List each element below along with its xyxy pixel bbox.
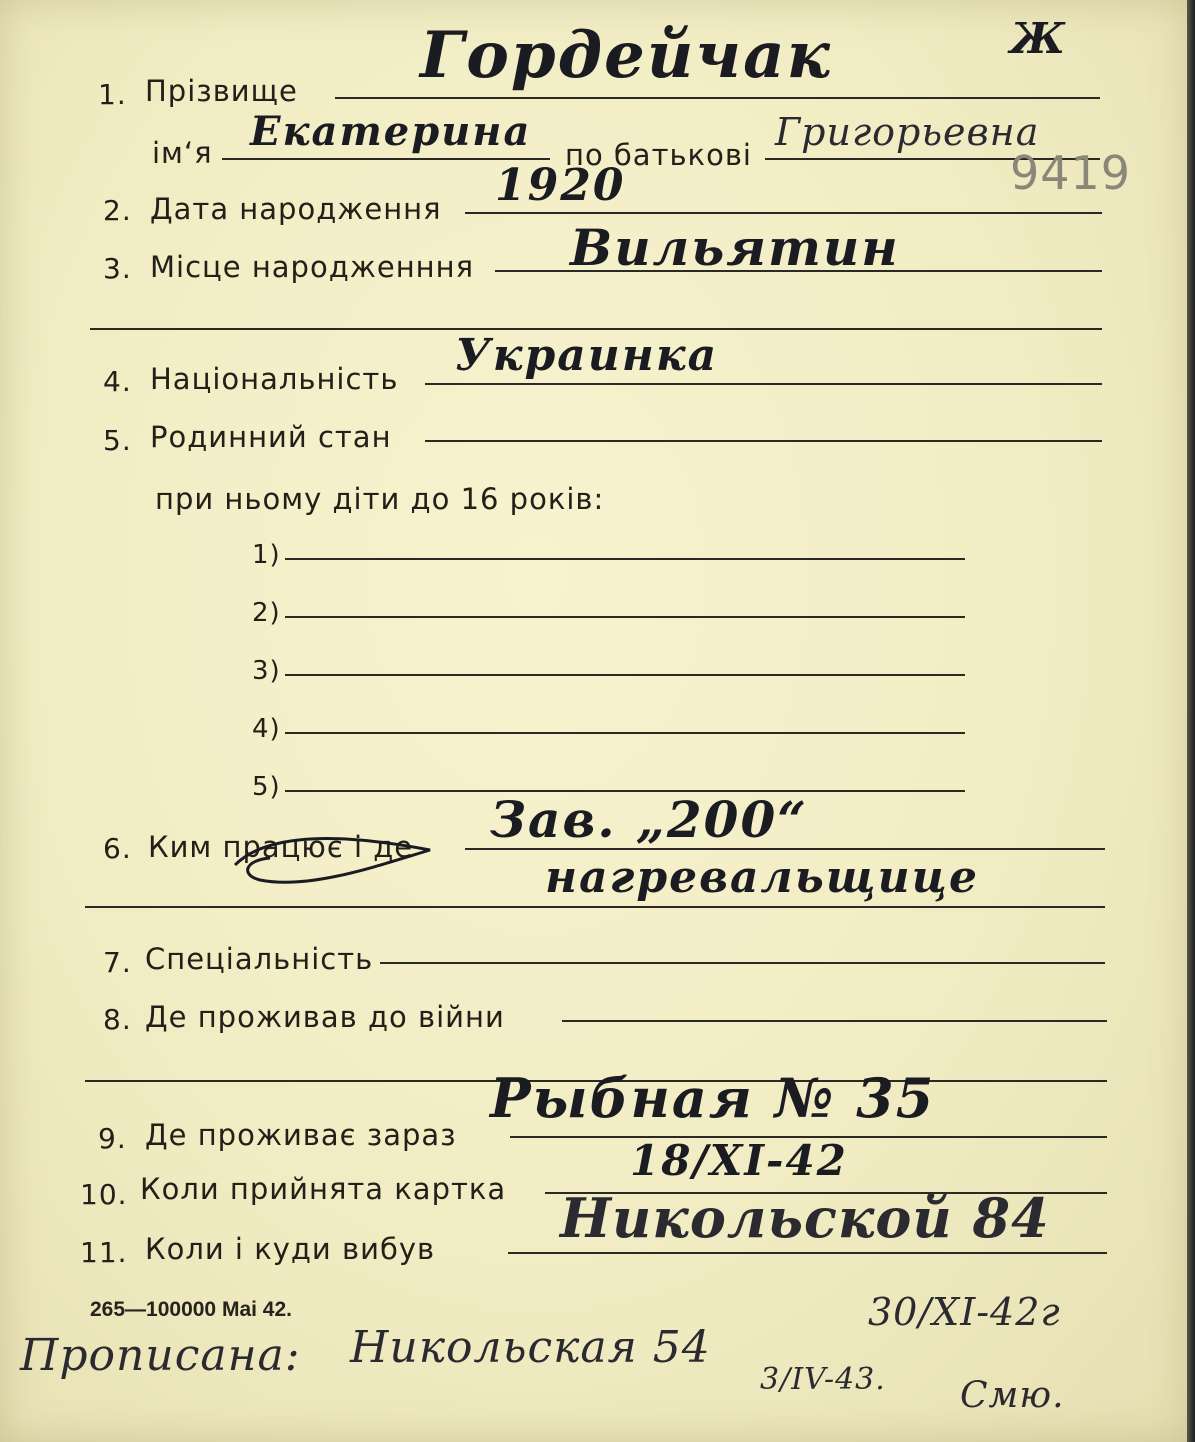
- field-8-label: Де проживав до війни: [145, 1000, 505, 1034]
- note-address-handwritten: Никольская 54: [350, 1322, 711, 1373]
- birthplace-handwritten: Вильятин: [570, 218, 900, 277]
- corner-mark-handwritten: Ж: [1010, 14, 1068, 63]
- field-5-label: Родинний стан: [150, 420, 392, 454]
- birth-year-handwritten: 1920: [495, 160, 626, 211]
- surname-handwritten: Гордейчак: [420, 18, 832, 93]
- field-11-number: 11.: [80, 1236, 128, 1269]
- child-5-label: 5): [252, 772, 281, 802]
- field-7-label: Спеціальність: [145, 942, 374, 976]
- children-label: при ньому діти до 16 років:: [155, 482, 605, 516]
- note-date-1-handwritten: 30/XI-42г: [868, 1290, 1061, 1334]
- current-address-handwritten: Рыбная № 35: [490, 1066, 936, 1130]
- work-role-handwritten: нагревальщице: [545, 852, 979, 903]
- family-status-line: [425, 440, 1102, 442]
- field-8-number: 8.: [103, 1003, 132, 1036]
- field-1-label: Прізвище: [145, 74, 298, 108]
- scan-edge: [1187, 0, 1195, 1442]
- specialty-line: [380, 962, 1105, 964]
- field-10-number: 10.: [80, 1178, 128, 1211]
- child-3-line: [285, 674, 965, 676]
- print-imprint: 265—100000 Mai 42.: [90, 1298, 292, 1321]
- pencil-number: 9419: [1010, 146, 1132, 200]
- child-3-label: 3): [252, 656, 281, 686]
- field-7-number: 7.: [103, 946, 132, 979]
- field-9-label: Де проживає зараз: [145, 1118, 457, 1152]
- card-date-handwritten: 18/XI-42: [630, 1136, 848, 1185]
- patronymic-label: по батькові: [565, 138, 752, 172]
- nationality-line: [425, 383, 1102, 385]
- child-4-line: [285, 732, 965, 734]
- work-place-handwritten: Зав. „200“: [490, 790, 808, 849]
- field-4-label: Національність: [150, 362, 399, 396]
- note-date-2-handwritten: 3/IV-43.: [760, 1362, 886, 1397]
- departure-handwritten: Никольской 84: [560, 1186, 1050, 1250]
- birthdate-line: [465, 212, 1102, 214]
- nationality-handwritten: Украинка: [455, 330, 719, 381]
- child-1-label: 1): [252, 540, 281, 570]
- child-2-line: [285, 616, 965, 618]
- note-label-handwritten: Прописана:: [20, 1330, 301, 1381]
- name-label: ім‘я: [152, 136, 213, 170]
- work-line-2: [85, 906, 1105, 908]
- first-name-handwritten: Екатерина: [250, 108, 532, 155]
- prewar-residence-line: [562, 1020, 1107, 1022]
- field-11-label: Коли і куди вибув: [145, 1232, 436, 1266]
- strike-scribble: [230, 820, 480, 890]
- field-2-number: 2.: [103, 194, 132, 227]
- child-2-label: 2): [252, 598, 281, 628]
- child-4-label: 4): [252, 714, 281, 744]
- field-1-number: 1.: [98, 78, 127, 111]
- departure-line: [508, 1252, 1107, 1254]
- field-6-number: 6.: [103, 832, 132, 865]
- surname-line: [335, 97, 1100, 99]
- field-5-number: 5.: [103, 424, 132, 457]
- field-10-label: Коли прийнята картка: [140, 1172, 507, 1206]
- signature-handwritten: Смю.: [960, 1375, 1065, 1416]
- field-4-number: 4.: [103, 365, 132, 398]
- field-9-number: 9.: [98, 1122, 127, 1155]
- field-6-label: Ким працює і де: [148, 830, 414, 864]
- child-1-line: [285, 558, 965, 560]
- field-3-number: 3.: [103, 252, 132, 285]
- field-3-label: Місце народженння: [150, 250, 475, 284]
- patronymic-handwritten: Григорьевна: [775, 110, 1040, 154]
- field-2-label: Дата народження: [150, 192, 442, 226]
